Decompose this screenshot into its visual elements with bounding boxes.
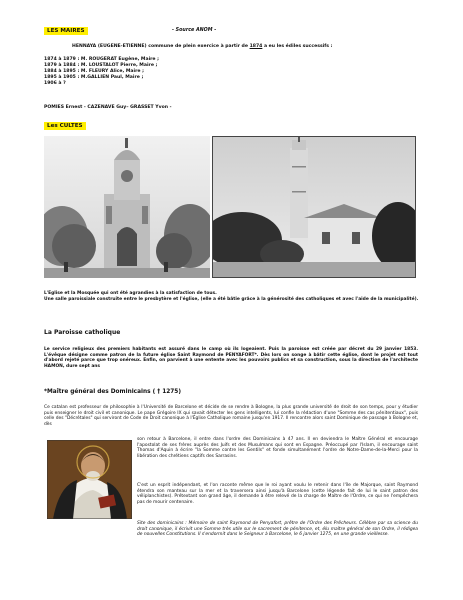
mayor-entry: 1906 à ? bbox=[44, 81, 66, 86]
source-note: - Source ANOM - bbox=[172, 28, 217, 33]
paroisse-title: La Paroisse catholique bbox=[44, 329, 121, 336]
later-mayors: POMIES Ernest - CAZENAVE Guy– GRASSET Yvon - bbox=[44, 105, 172, 110]
saint-raymond-painting bbox=[47, 440, 132, 519]
mayors-list bbox=[44, 57, 244, 87]
maitre-title: *Maître général des Dominicains ( † 1275) bbox=[44, 389, 181, 395]
intro-line bbox=[72, 44, 332, 49]
maitre-site-note: Site des dominicains : Mémoire de saint Raymond de Penyafort, prêtre de l'Ordre des Prêcheurs. Célèbre par sa science du droit canonique, il écrivit une Somme très utile sur le sacrement de pénitence, et, élu maître général de son Ordre, il rédigea de nouvelles Constitutions. Il s'endormit dans le Seigneur à Barcelone, le 6 janvier 1275, en une grande vieillesse. bbox=[137, 521, 418, 538]
photo-caption bbox=[44, 291, 419, 303]
intro-prefix: HENNAYA (EUGENE-ETIENNE) commune de plein exercice à partir de bbox=[72, 44, 250, 49]
caption-line-1: L'Eglise et la Mosquée qui ont été agrandies à la satisfaction de tous. bbox=[44, 291, 217, 296]
maitre-paragraph-2: son retour à Barcelone, il entre dans l'ordre des Dominicains à 47 ans. Il en deviendra le Maître Général et encourage l'apostolat de ses frères auprès des Juifs et des Musulmans qui sont en Espagne. Préoccupé par l'Islam, il encourage saint Thomas d'Aquin à écrire "la Somme contre les Gentils" et fonde simultanément l'ordre de Notre-Dame-de-la-Merci pour la libération des chrétiens captifs des Sarrasins. bbox=[137, 437, 418, 460]
cultes-tag: Les CULTES bbox=[44, 122, 86, 130]
mayor-entry: 1874 à 1879 : M. ROUGERAT Eugène, Maire ; bbox=[44, 57, 159, 62]
mayor-entry: 1884 à 1895 : M. FLEURY Alice, Maire ; bbox=[44, 69, 144, 74]
mayor-entry: 1895 à 1905 : M.GALLIEN Paul, Maire ; bbox=[44, 75, 144, 80]
paroisse-text: Le service religieux des premiers habitants est assuré dans le camp où ils logeaient. Puis la paroisse est créée par décret du 29 janvier 1853. L'évêque désigne comme patron de la future église Saint Raymond de PENYAFORT*. Dès lors on songe à bâtir cette église, dont le projet est tout d'abord rejeté parce que trop onéreux. Enfin, on parvient à une entente avec les pouvoirs publics et sa construction, sous la direction de l'architecte HAMON, dure sept ans bbox=[44, 347, 418, 370]
mosque-photo bbox=[212, 136, 416, 278]
maitre-paragraph-1: Ce catalan est professeur de philosophie à l'Université de Barcelone et décide de se rendre à Bologne, la plus grande université de droit de son temps, pour y étudier puis enseigner le droit civil et canonique. Le pape Grégoire IX qui savait détecter les gens intelligents, lui confie la rédaction d'une "Somme des cas pénitentiaux", puis celle des "Décrétales" qui serviront de Code de Droit canonique à l'Église Catholique romaine jusqu'en 1917. Il rencontre alors saint Dominique de passage à Bologne et, dès bbox=[44, 405, 418, 428]
mayor-entry: 1879 à 1884 : M. LOUSTALOT Pierre, Maire ; bbox=[44, 63, 158, 68]
caption-line-2: Une salle paroissiale construite entre le presbytère et l'église, (elle a été bâtie grâce à la générosité des catholiques et avec l'aide de la municipalité). bbox=[44, 296, 419, 302]
les-maires-tag: LES MAIRES bbox=[44, 27, 88, 35]
church-photo bbox=[44, 136, 210, 278]
intro-year: 1874 bbox=[249, 44, 263, 49]
maitre-paragraph-3: C'est un esprit indépendant, et l'on raconte même que le roi ayant voulu le retenir dans l'île de Majorque, saint Raymond étendra son manteau sur la mer et la traversera ainsi jusqu'à Barcelone (cette légende fait de lui le saint patron des véliplanchistes). Prétextant son grand âge, il demande à être relevé de la charge de Maître de l'Ordre, ce qui ne l'empêchera pas de mourir centenaire. bbox=[137, 483, 418, 506]
intro-suffix: a eu les édiles successifs : bbox=[262, 44, 333, 49]
